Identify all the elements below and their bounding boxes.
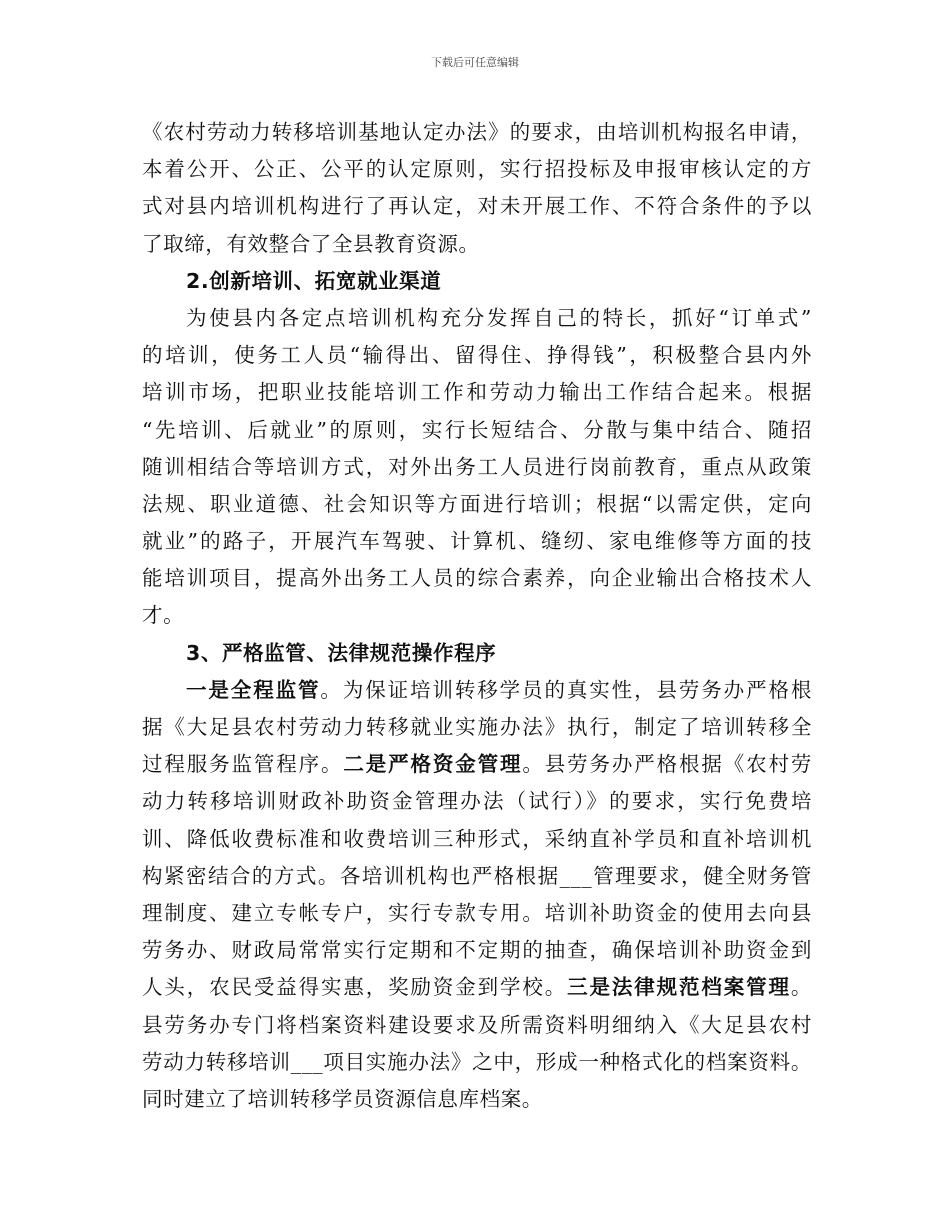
text-line [142, 672, 812, 709]
text-line: 法规、职业道德、社会知识等方面进行培训；根据“以需定供，定向 [142, 491, 812, 516]
text-line: 随训相结合等培训方式，对外出务工人员进行岗前教育，重点从政策 [142, 454, 812, 479]
text-line: 的培训，使务工人员“输得出、留得住、挣得钱”，积极整合县内外 [142, 343, 812, 368]
text-line: 《农村劳动力转移培训基地认定办法》的要求，由培训机构报名申请， [142, 120, 812, 144]
text-run: 人头，农民受益得实惠，奖励资金到学校。 [142, 975, 568, 1000]
text-line: 能培训项目，提高外出务工人员的综合素养，向企业输出合格技术人 [142, 566, 812, 591]
text-line: 理制度、建立专帐专户，实行专款专用。培训补助资金的使用去向县 [142, 900, 812, 925]
text-line: 据《大足县农村劳动力转移就业实施办法》执行，制定了培训转移全 [142, 715, 812, 739]
page-header: 下载后可任意编辑 [431, 56, 519, 69]
text-run: 。 [790, 975, 813, 1000]
text-line: 构紧密结合的方式。各培训机构也严格根据___管理要求，健全财务管 [142, 863, 812, 888]
text-line: 同时建立了培训转移学员资源信息库档案。 [142, 1086, 543, 1111]
section-heading: 2.创新培训、拓宽就业渠道 [186, 268, 442, 293]
text-line: 为使县内各定点培训机构充分发挥自己的特长，抓好“订单式” [186, 305, 812, 330]
body-text [142, 114, 812, 1118]
text-line: 了取缔，有效整合了全县教育资源。 [142, 231, 480, 256]
text-line: 劳动力转移培训___项目实施办法》之中，形成一种格式化的档案资料。 [142, 1049, 812, 1074]
text-line: 训、降低收费标准和收费培训三种形式，采纳直补学员和直补培训机 [142, 826, 812, 851]
text-run: 过程服务监管程序。 [142, 752, 344, 777]
text-run: 。县劳务办严格根据《农村劳 [522, 752, 812, 777]
text-line: 劳务办、财政局常常实行定期和不定期的抽查，确保培训补助资金到 [142, 938, 812, 963]
section-heading: 3、严格监管、法律规范操作程序 [186, 640, 497, 665]
bold-phrase: 二是严格资金管理 [343, 752, 523, 777]
text-line: 就业”的路子，开展汽车驾驶、计算机、缝纫、家电维修等方面的技 [142, 529, 812, 554]
text-line: 才。 [142, 603, 185, 628]
bold-phrase: 一是全程监管 [186, 677, 321, 702]
text-line: 本着公开、公正、公平的认定原则，实行招投标及申报审核认定的方 [142, 157, 812, 182]
text-line: 式对县内培训机构进行了再认定，对未开展工作、不符合条件的予以 [142, 194, 812, 219]
text-line: 动力转移培训财政补助资金管理办法（试行）》的要求，实行免费培 [142, 789, 812, 814]
text-run: 。为保证培训转移学员的真实性，县劳务办严格根 [320, 677, 812, 702]
text-line [142, 969, 812, 1006]
text-line: “先培训、后就业”的原则，实行长短结合、分散与集中结合、随招 [142, 417, 812, 442]
text-line [142, 746, 812, 783]
bold-phrase: 三是法律规范档案管理 [567, 975, 791, 1000]
text-line: 培训市场，把职业技能培训工作和劳动力输出工作结合起来。根据 [142, 380, 812, 405]
text-line: 县劳务办专门将档案资料建设要求及所需资料明细纳入《大足县农村 [142, 1012, 812, 1037]
